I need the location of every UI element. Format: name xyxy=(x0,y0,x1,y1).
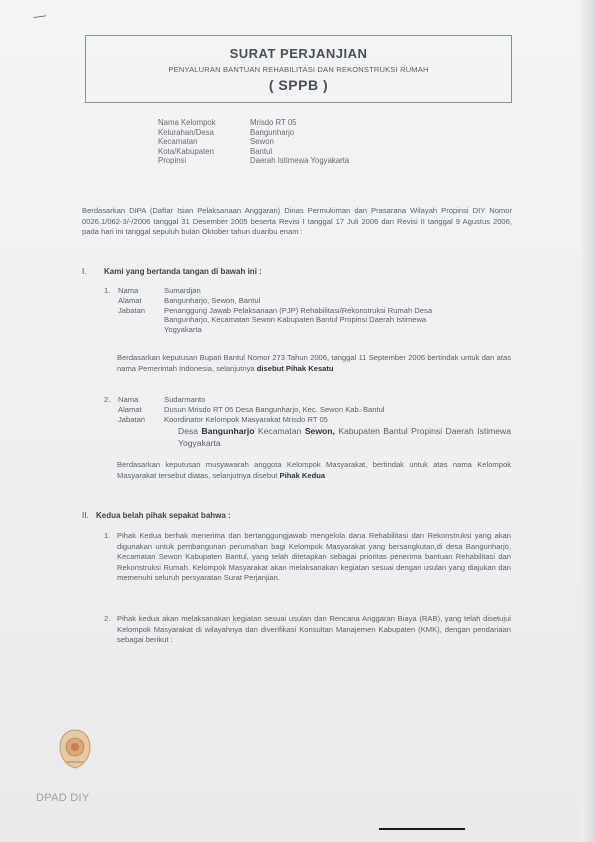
section-2-heading: Kedua belah pihak sepakat bahwa : xyxy=(96,511,231,520)
signature-line xyxy=(379,828,465,830)
document-subtitle: PENYALURAN BANTUAN REHABILITASI DAN REKONSTRUKSI RUMAH xyxy=(168,65,429,74)
title-box xyxy=(85,35,512,103)
section-1-heading: Kami yang bertanda tangan di bawah ini : xyxy=(104,267,262,276)
party-1: 1. Nama Sumardjan Alamat Bangunharjo, Sewon, Bantul Jabatan Penanggung Jawab Pelaksanaan (PJP) Rehabilitasi/Rekonstruksi Rumah Desa Bangunharjo, Kecamatan Sewon Kabupaten Bantul Propinsi Daerah Istimewa Yogyakarta xyxy=(104,286,433,335)
pen-mark: — xyxy=(32,7,47,24)
watermark-label: DPAD DIY xyxy=(36,792,90,804)
info-row: Nama Kelompok Mrisdo RT 05 xyxy=(158,118,297,127)
intro-paragraph: Berdasarkan DIPA (Daftar Isian Pelaksanaan Anggaran) Dinas Permukiman dan Prasarana Wilayah Propinsi DIY Nomor 0026.1/062-3/-/2006 tanggal 31 Desember 2005 beserta Revisi I tanggal 17 Juli 2006 dan Revisi II tanggal 9 Agustus 2006, pada hari ini tanggal sepuluh bulan Oktober tahun duaribu enam : xyxy=(82,206,512,237)
party-2-position-detail: Desa Bangunharjo Kecamatan Sewon, Kabupaten Bantul Propinsi Daerah Istimewa Yogyakarta xyxy=(178,426,512,448)
info-row: Kecamatan Sewon xyxy=(158,137,274,147)
dpad-seal-icon xyxy=(58,728,92,770)
agreement-item: Pihak kedua akan melaksanakan kegiatan sesuai usulan dan Rencana Anggaran Biaya (RAB), yang telah disetujui Kelompok Masyarakat di wilayahnya dan diverifikasi Konsultan Manajemen Kabupaten (KMK), dengan pendanaan sebagai berikut : xyxy=(117,614,511,645)
document-code: ( SPPB ) xyxy=(268,77,329,93)
agreement-item: Pihak Kedua berhak menerima dan bertanggungjawab mengelola dana Rehabilitasi dan Rekonstruksi yang akan digunakan untuk pembangunan perumahan bagi Kelompok Masyarakat yang bersangkutan,di desa Bangunharjo, Kecamatan Sewon Kabupaten Bantul, yang telah ditetapkan sebagai prioritas penerima bantuan Rehabilitasi dan Rekonstruksi Rumah. Kelompok Masyarakat akan melaksanakan kegiatan sesuai dengan usulan yang diajukan dan memenuhi seluruh persyaratan Surat Perjanjian. xyxy=(117,531,511,583)
agreement-item-number: 2. xyxy=(104,614,111,623)
paper-edge xyxy=(581,0,595,842)
info-row: Propinsi Daerah Istimewa Yogyakarta xyxy=(158,156,350,166)
agreement-item-number: 1. xyxy=(104,531,111,540)
party-2: 2. Nama Sudarmanto Alamat Dusun Mrisdo RT 05 Desa Bangunharjo, Kec. Sewon Kab. Bantul Jabatan Koordinator Kelompok Masyarakat Mrisdo RT 05 xyxy=(104,395,385,424)
info-row: Kota/Kabupaten Bantul xyxy=(158,146,273,156)
section-2-number: II. xyxy=(82,511,89,520)
section-1-number: I. xyxy=(82,267,87,276)
group-info xyxy=(158,118,349,166)
document-title: SURAT PERJANJIAN xyxy=(229,46,368,61)
info-row: Kelurahan/Desa Bangunharjo xyxy=(158,127,295,137)
party-2-basis: Berdasarkan keputusan musyawarah anggota Kelompok Masyarakat, bertindak untuk atas nama Kelompok Masyarakat tersebut diatas, selanjutnya disebut Pihak Kedua xyxy=(117,460,511,480)
party-1-basis: Berdasarkan keputusan Bupati Bantul Nomor 273 Tahun 2006, tanggal 11 September 2006 bertindak untuk dan atas nama Pemerintah Indonesia, selanjutnya disebut Pihak Kesatu xyxy=(117,353,511,373)
